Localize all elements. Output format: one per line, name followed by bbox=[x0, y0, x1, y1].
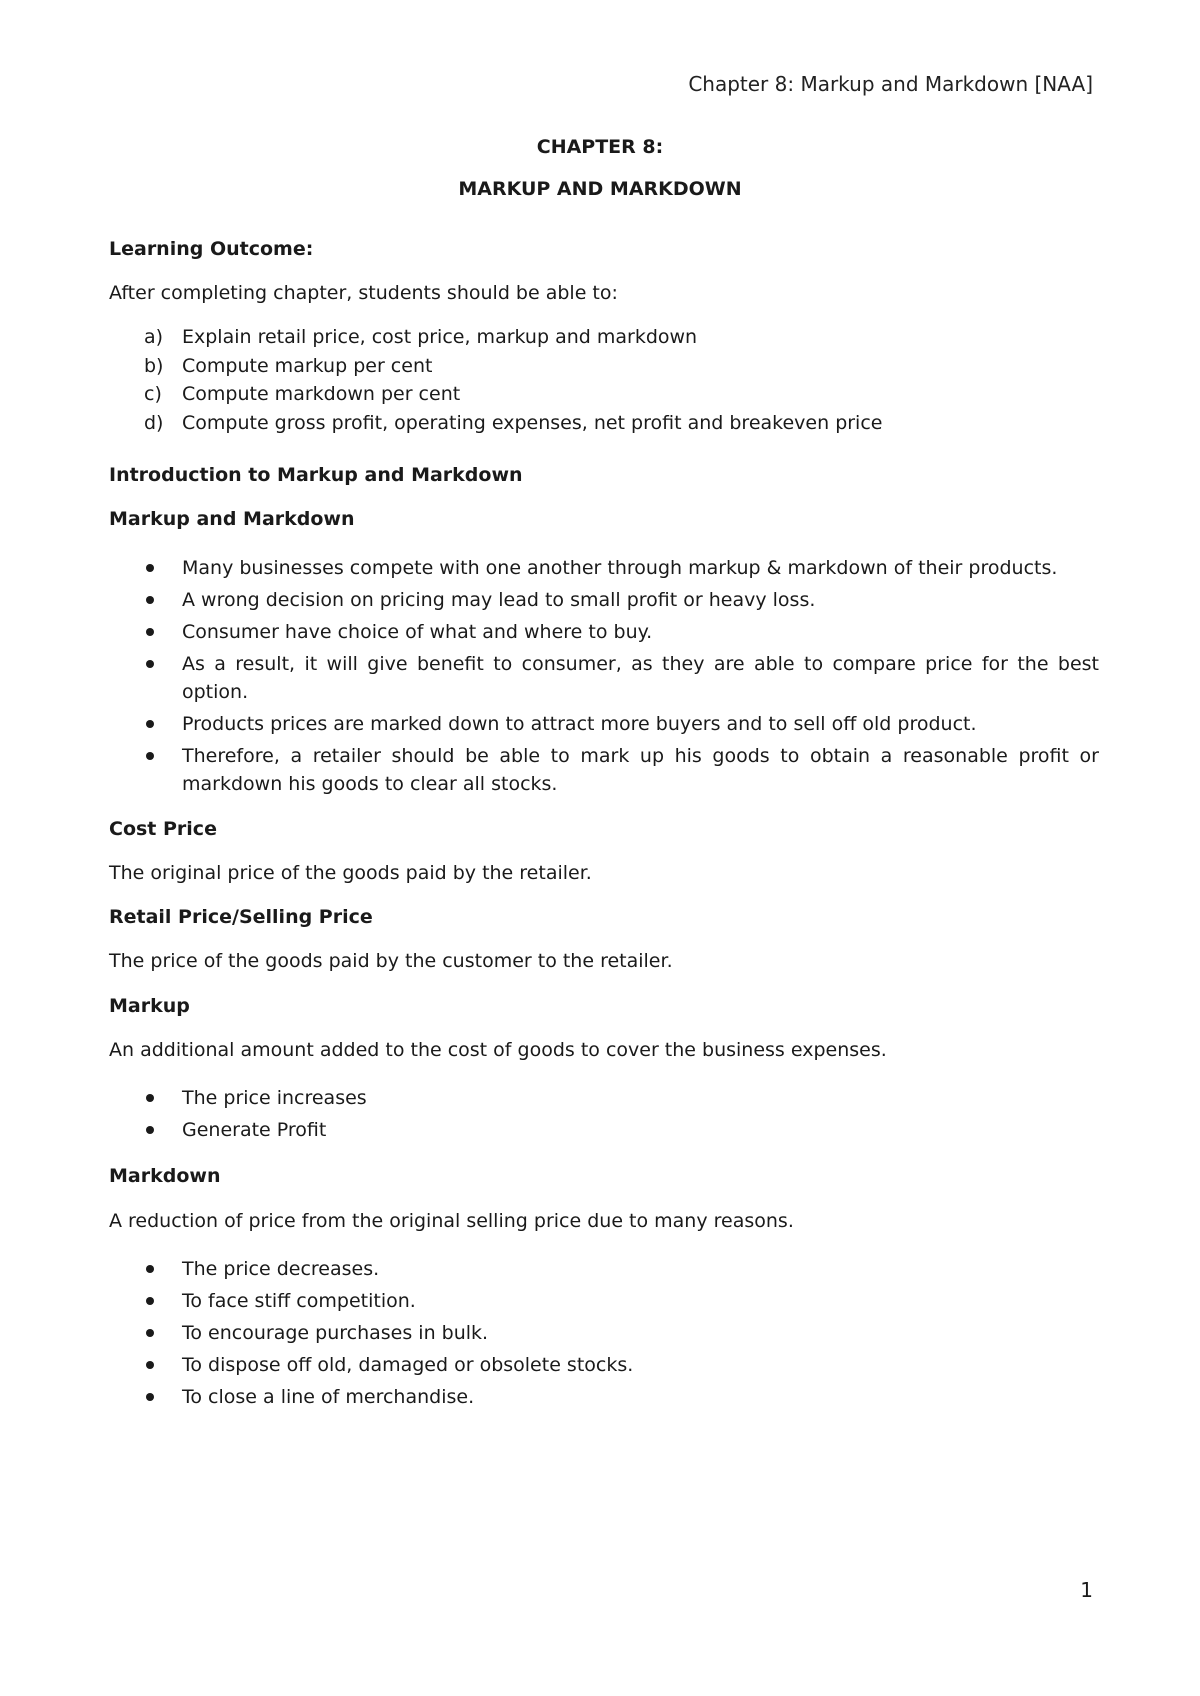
markdown-heading: Markdown bbox=[109, 1165, 221, 1187]
learning-outcome-list bbox=[144, 323, 1104, 437]
markdown-definition: A reduction of price from the original selling price due to many reasons. bbox=[109, 1210, 794, 1232]
bullet-text: Therefore, a retailer should be able to mark up his goods to obtain a reasonable profit or markdown his goods to clear all stocks. bbox=[182, 745, 1099, 795]
bullet-dot-icon bbox=[146, 1329, 154, 1337]
list-item-text: Compute markup per cent bbox=[182, 354, 433, 377]
bullet-item bbox=[144, 1116, 1099, 1144]
introduction-bullet-list bbox=[144, 554, 1099, 802]
list-marker: d) bbox=[144, 411, 164, 434]
bullet-dot-icon bbox=[146, 1126, 154, 1134]
bullet-dot-icon bbox=[146, 660, 154, 668]
bullet-item bbox=[144, 586, 1099, 614]
retail-price-heading: Retail Price/Selling Price bbox=[109, 906, 373, 928]
bullet-dot-icon bbox=[146, 1094, 154, 1102]
bullet-item bbox=[144, 1084, 1099, 1112]
bullet-text: Consumer have choice of what and where to buy. bbox=[182, 621, 653, 643]
bullet-item bbox=[144, 1351, 1099, 1379]
bullet-text: To encourage purchases in bulk. bbox=[182, 1322, 489, 1344]
cost-price-definition: The original price of the goods paid by the retailer. bbox=[109, 862, 592, 884]
chapter-title: MARKUP AND MARKDOWN bbox=[458, 178, 742, 200]
bullet-item bbox=[144, 1255, 1099, 1283]
list-item bbox=[144, 323, 1104, 352]
markdown-bullet-list bbox=[144, 1255, 1099, 1415]
list-marker: b) bbox=[144, 354, 164, 377]
bullet-text: A wrong decision on pricing may lead to small profit or heavy loss. bbox=[182, 589, 816, 611]
bullet-text: As a result, it will give benefit to consumer, as they are able to compare price for the best option. bbox=[182, 653, 1099, 703]
markup-definition: An additional amount added to the cost of goods to cover the business expenses. bbox=[109, 1039, 887, 1061]
bullet-dot-icon bbox=[146, 720, 154, 728]
list-item-text: Explain retail price, cost price, markup and markdown bbox=[182, 326, 698, 348]
bullet-item bbox=[144, 1383, 1099, 1411]
bullet-text: The price decreases. bbox=[182, 1258, 380, 1280]
learning-outcome-heading: Learning Outcome: bbox=[109, 238, 314, 260]
markup-markdown-subheading: Markup and Markdown bbox=[109, 508, 355, 530]
bullet-item bbox=[144, 618, 1099, 646]
list-item-text: Compute markdown per cent bbox=[182, 383, 461, 405]
list-item-text: Compute gross profit, operating expenses, net profit and breakeven price bbox=[182, 411, 883, 434]
chapter-number-title: CHAPTER 8: bbox=[536, 136, 664, 158]
bullet-item bbox=[144, 710, 1099, 738]
bullet-item bbox=[144, 742, 1099, 798]
list-item bbox=[144, 380, 1104, 409]
bullet-dot-icon bbox=[146, 1361, 154, 1369]
bullet-dot-icon bbox=[146, 628, 154, 636]
bullet-dot-icon bbox=[146, 596, 154, 604]
bullet-text: To dispose off old, damaged or obsolete stocks. bbox=[182, 1354, 634, 1376]
bullet-item bbox=[144, 1319, 1099, 1347]
bullet-text: Products prices are marked down to attract more buyers and to sell off old product. bbox=[182, 713, 977, 735]
bullet-text: Many businesses compete with one another through markup & markdown of their products. bbox=[182, 557, 1058, 579]
list-marker: a) bbox=[144, 326, 164, 348]
bullet-item bbox=[144, 1287, 1099, 1315]
bullet-dot-icon bbox=[146, 1297, 154, 1305]
bullet-text: Generate Profit bbox=[182, 1119, 327, 1141]
bullet-dot-icon bbox=[146, 1393, 154, 1401]
bullet-item bbox=[144, 650, 1099, 706]
page-number: 1 bbox=[1080, 1578, 1093, 1602]
learning-outcome-intro: After completing chapter, students should be able to: bbox=[109, 282, 618, 304]
bullet-dot-icon bbox=[146, 752, 154, 760]
introduction-heading: Introduction to Markup and Markdown bbox=[109, 464, 523, 486]
running-header: Chapter 8: Markup and Markdown [NAA] bbox=[688, 72, 1093, 96]
bullet-dot-icon bbox=[146, 1265, 154, 1273]
list-item bbox=[144, 409, 1104, 438]
bullet-item bbox=[144, 554, 1099, 582]
cost-price-heading: Cost Price bbox=[109, 818, 217, 840]
bullet-text: The price increases bbox=[182, 1087, 367, 1109]
markup-bullet-list bbox=[144, 1084, 1099, 1148]
bullet-dot-icon bbox=[146, 564, 154, 572]
list-item bbox=[144, 352, 1104, 381]
list-marker: c) bbox=[144, 383, 162, 405]
bullet-text: To face stiff competition. bbox=[182, 1290, 416, 1312]
bullet-text: To close a line of merchandise. bbox=[182, 1386, 475, 1408]
markup-heading: Markup bbox=[109, 995, 190, 1017]
retail-price-definition: The price of the goods paid by the customer to the retailer. bbox=[109, 950, 673, 972]
